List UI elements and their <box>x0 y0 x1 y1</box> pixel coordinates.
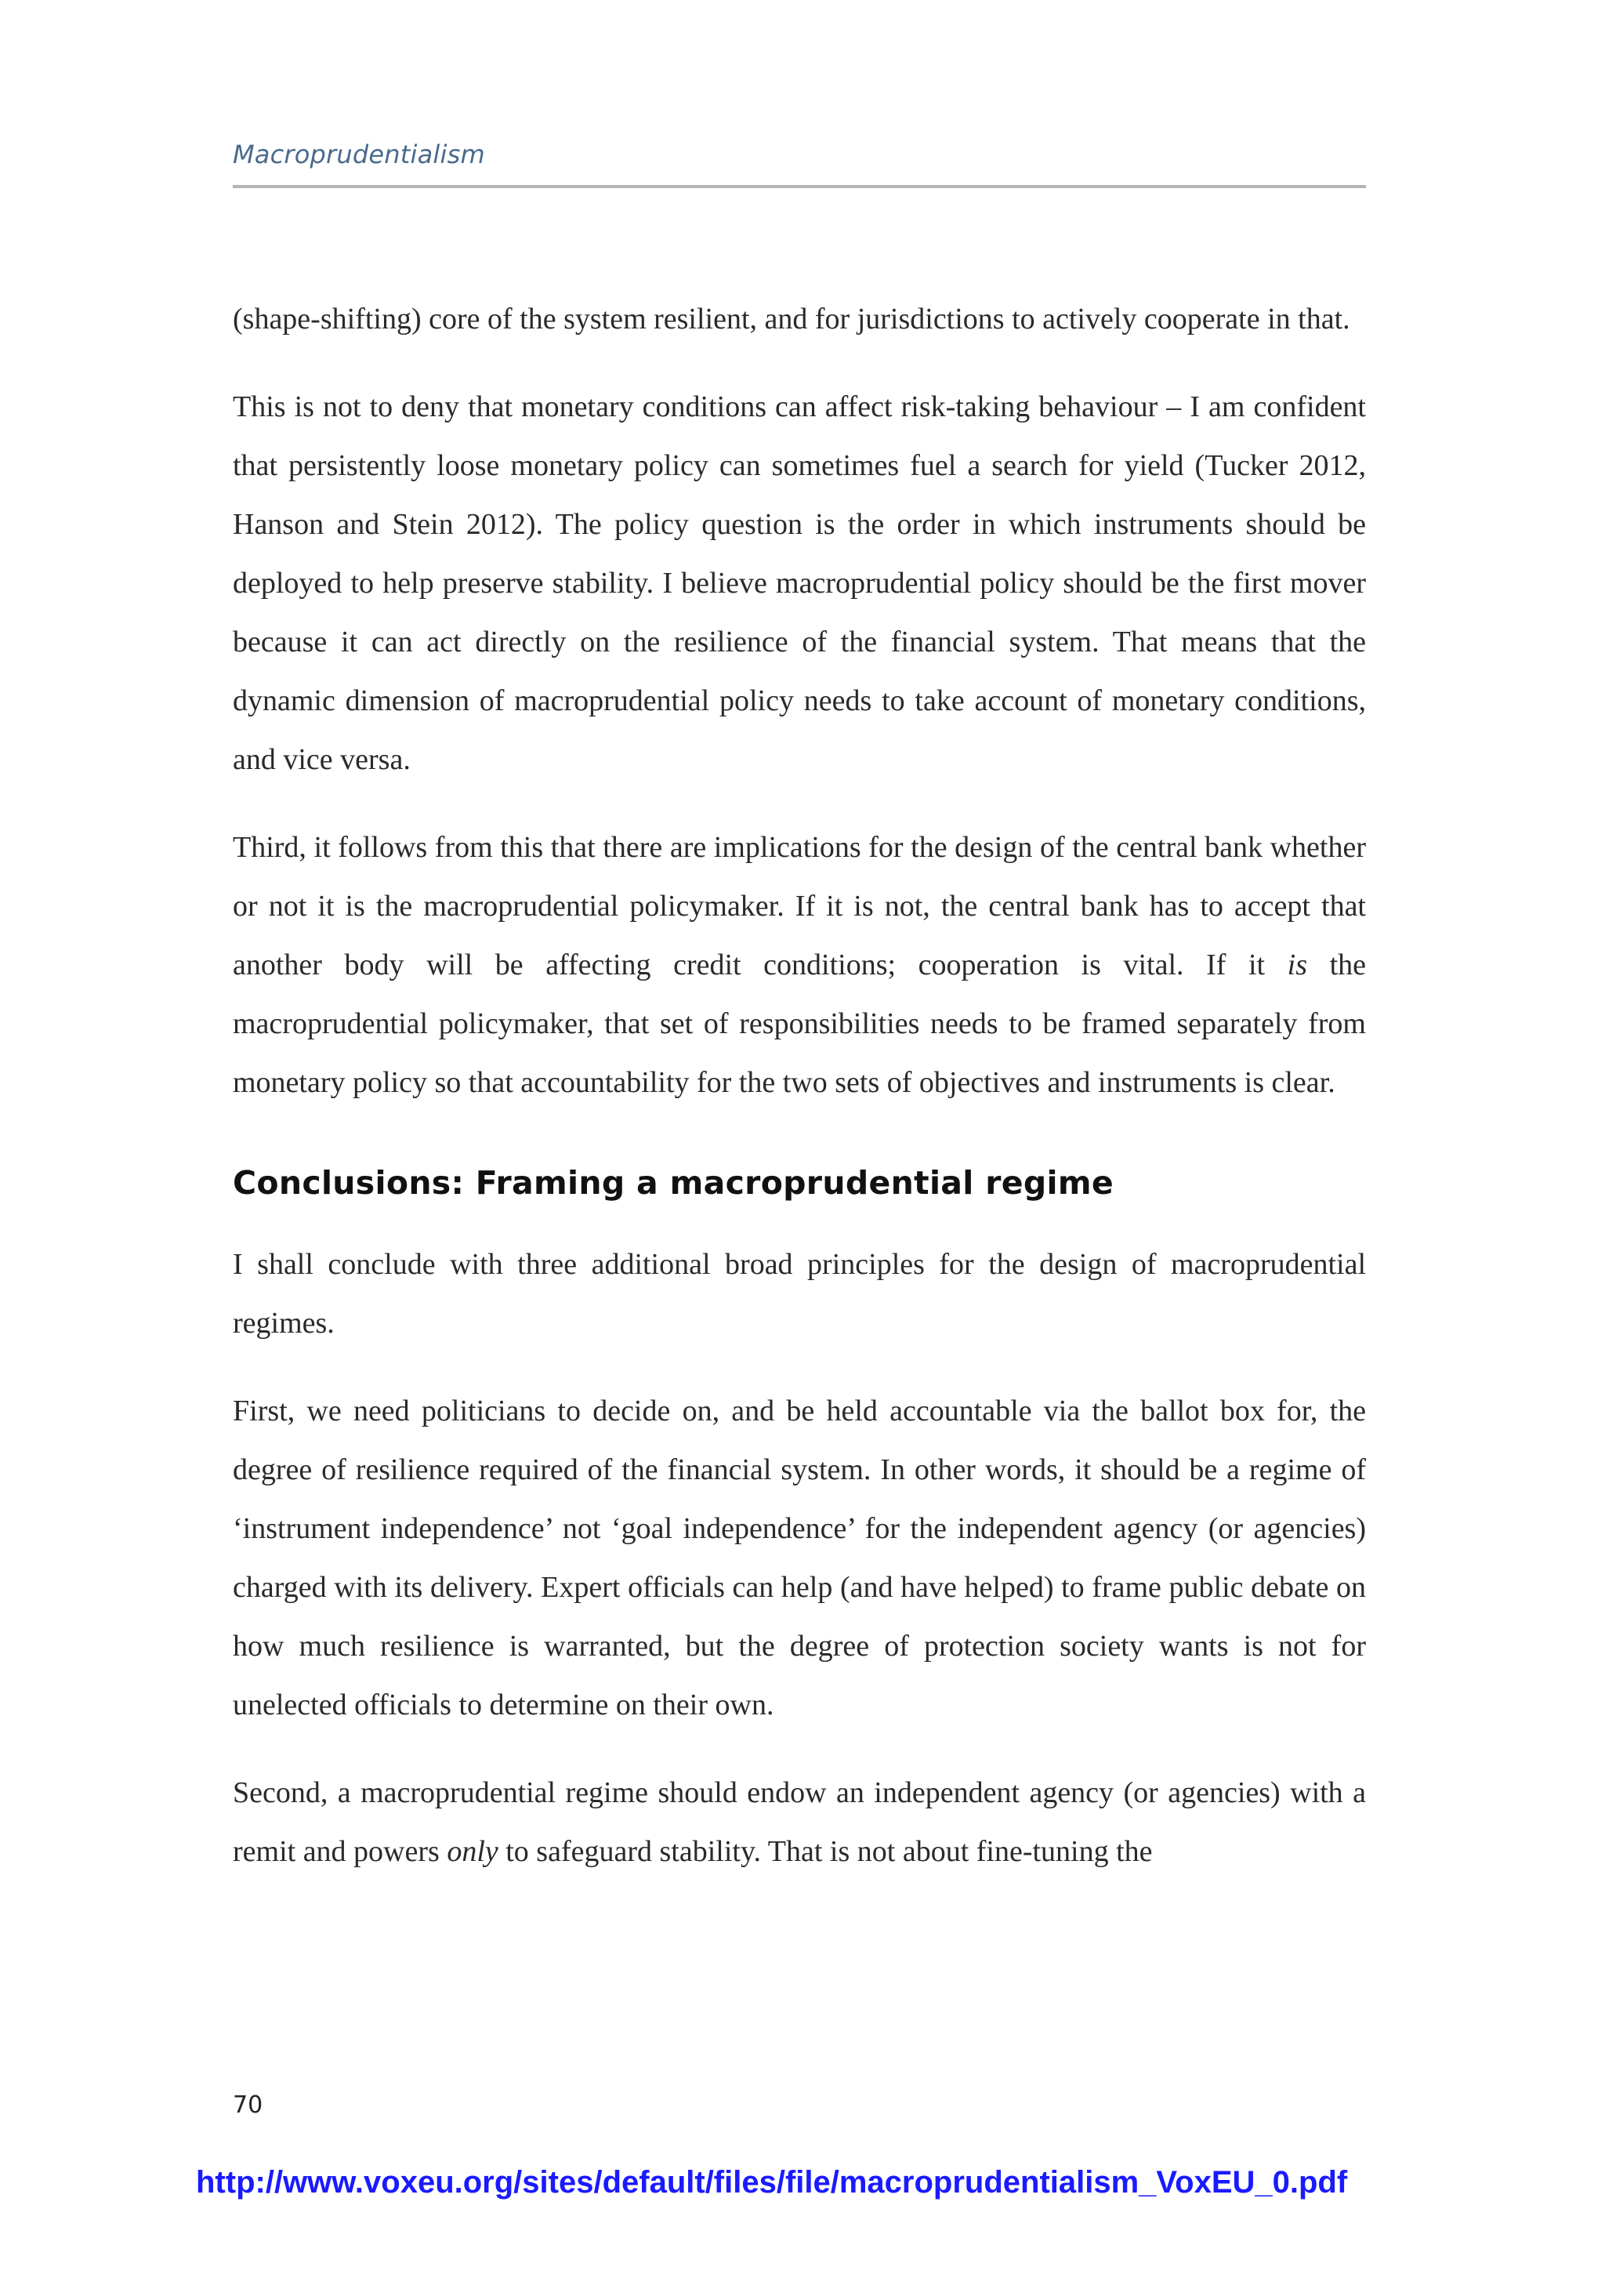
paragraph-3 <box>233 818 1366 1112</box>
section-heading: Conclusions: Framing a macroprudential regime <box>233 1164 1114 1202</box>
paragraph-6-emphasis: only <box>447 1835 498 1868</box>
paragraph-5: First, we need politicians to decide on, and be held accountable via the ballot box for, the degree of resilience required of the financial system. In other words, it should be a regime of ‘instrument independence’ not ‘goal independence’ for the independent agency (or agencies) charged with its delivery. Expert officials can help (and have helped) to frame public debate on how much resilience is warranted, but the degree of protection society wants is not for unelected officials to determine on their own. <box>233 1395 1366 1721</box>
running-header: Macroprudentialism <box>233 140 485 169</box>
paragraph-3-text-a: Third, it follows from this that there are implications for the design of the central bank whether or not it is the macroprudential policymaker. If it is not, the central bank has to accept that another body will be affecting credit conditions; cooperation is vital. If it <box>233 831 1366 981</box>
paragraph-3-emphasis: is <box>1287 949 1307 981</box>
paragraph-6 <box>233 1764 1366 1881</box>
paragraph-3-text-b: the macroprudential policymaker, that set of responsibilities needs to be framed separately from monetary policy so that accountability for the two sets of objectives and instruments is clear. <box>233 949 1366 1099</box>
body-text <box>233 290 1366 1910</box>
paragraph-4: I shall conclude with three additional broad principles for the design of macroprudential regimes. <box>233 1248 1366 1340</box>
paragraph-6-text-b: to safeguard stability. That is not about fine-tuning the <box>498 1835 1153 1868</box>
source-url-link[interactable]: http://www.voxeu.org/sites/default/files/file/macroprudentialism_VoxEU_0.pdf <box>196 2165 1348 2200</box>
paragraph-1: (shape-shifting) core of the system resilient, and for jurisdictions to actively cooperate in that. <box>233 303 1350 336</box>
paragraph-2: This is not to deny that monetary conditions can affect risk-taking behaviour – I am confident that persistently loose monetary policy can sometimes fuel a search for yield (Tucker 2012, Hanson and Stein 2012). The policy question is the order in which instruments should be deployed to help preserve stability. I believe macroprudential policy should be the first mover because it can act directly on the resilience of the financial system. That means that the dynamic dimension of macroprudential policy needs to take account of monetary conditions, and vice versa. <box>233 390 1366 776</box>
page-number: 70 <box>233 2091 263 2119</box>
paragraph-6-text-a: Second, a macroprudential regime should endow an independent agency (or agencies) with a remit and powers <box>233 1776 1366 1868</box>
header-rule <box>233 185 1366 188</box>
